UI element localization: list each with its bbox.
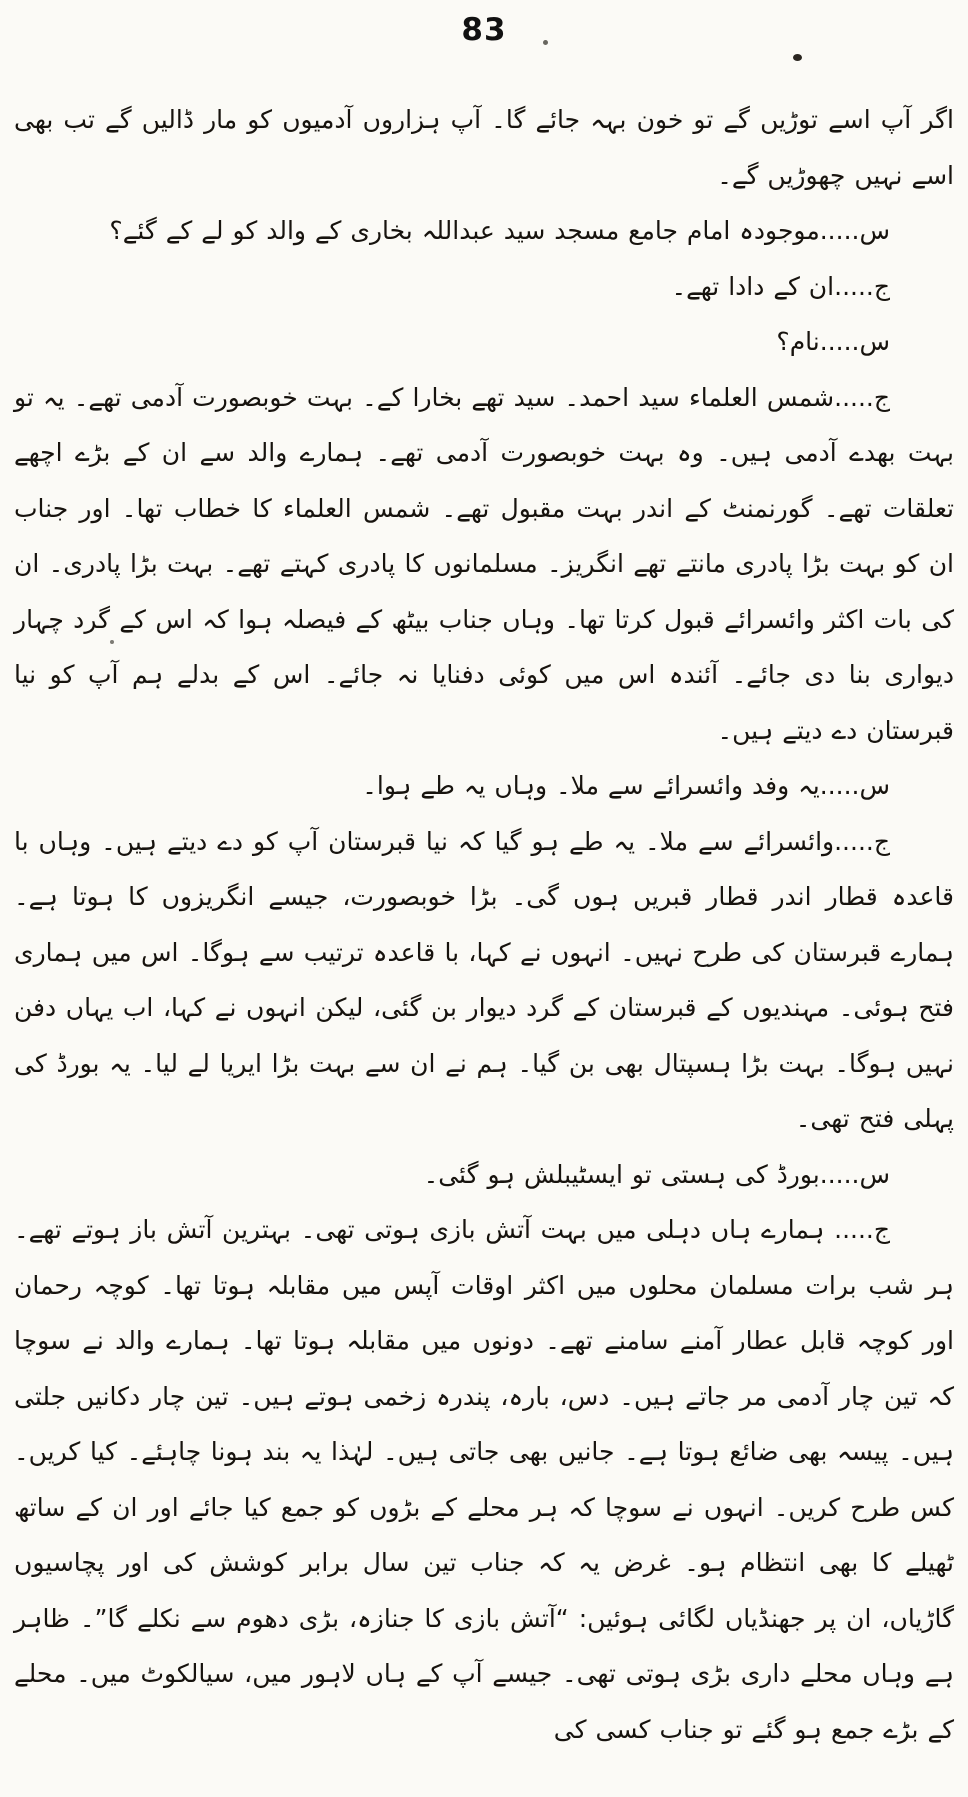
page-number: 83 (461, 12, 507, 48)
answer-paragraph: ج.....ان کے دادا تھے۔ (671, 271, 890, 301)
question-paragraph: س.....یہ وفد وائسرائے سے ملا۔ وہاں یہ طے ہوا۔ (362, 771, 890, 800)
question-paragraph: س.....موجودہ امام جامع مسجد سید عبداللہ بخاری کے والد کو لے کے گئے؟ (109, 216, 890, 245)
page-header (14, 12, 954, 48)
ink-speck (793, 54, 802, 61)
ink-speck (543, 40, 548, 45)
answer-paragraph: ج.....وائسرائے سے ملا۔ یہ طے ہو گیا کہ نیا قبرستان آپ کو دے دیتے ہیں۔ وہاں با قاعدہ قطار اندر قطار قبریں ہوں گی۔ بڑا خوبصورت، جیسے انگریزوں کا ہوتا ہے۔ ہمارے قبرستان کی طرح نہیں۔ انہوں نے کہا، با قاعدہ ترتیب سے ہوگا۔ اس میں ہماری فتح ہوئی۔ مہندیوں کے قبرستان کے گرد دیوار بن گئی، لیکن انہوں نے کہا، اب یہاں دفن نہیں ہوگا۔ بہت بڑا ہسپتال بھی بن گیا۔ ہم نے ان سے بہت بڑا ایریا لے لیا۔ یہ بورڈ کی پہلی فتح تھی۔ (14, 826, 954, 1133)
question-paragraph: س.....بورڈ کی ہستی تو ایسٹیبلش ہو گئی۔ (423, 1159, 890, 1189)
answer-paragraph: ج.....شمس العلماء سید احمد۔ سید تھے بخارا کے۔ بہت خوبصورت آدمی تھے۔ یہ تو بہت بھدے آدمی ہیں۔ وہ بہت خوبصورت آدمی تھے۔ ہمارے والد سے ان کے بڑے اچھے تعلقات تھے۔ گورنمنٹ کے اندر بہت مقبول تھے۔ شمس العلماء کا خطاب تھا۔ اور جناب ان کو بہت بڑا پادری مانتے تھے انگریز۔ مسلمانوں کا پادری کہتے تھے۔ بہت بڑا پادری۔ ان کی بات اکثر وائسرائے قبول کرتا تھا۔ وہاں جناب بیٹھ کے فیصلہ ہوا کہ اس کے گرد چہار دیواری بنا دی جائے۔ آئندہ اس میں کوئی دفنایا نہ جائے۔ اس کے بدلے ہم آپ کو نیا قبرستان دے دیتے ہیں۔ (14, 382, 954, 745)
page-text (14, 92, 954, 1757)
paragraph-continuation: اگر آپ اسے توڑیں گے تو خون بہہ جائے گا۔ آپ ہزاروں آدمیوں کو مار ڈالیں گے تب بھی اسے نہیں چھوڑیں گے۔ (14, 105, 954, 190)
question-paragraph: س.....نام؟ (776, 327, 890, 356)
answer-paragraph: ج..... ہمارے ہاں دہلی میں بہت آتش بازی ہوتی تھی۔ بہترین آتش باز ہوتے تھے۔ ہر شب برات مسلمان محلوں میں اکثر اوقات آپس میں مقابلہ ہوتا تھا۔ کوچہ رحمان اور کوچہ قابل عطار آمنے سامنے تھے۔ دونوں میں مقابلہ ہوتا تھا۔ ہمارے والد نے سوچا کہ تین چار آدمی مر جاتے ہیں۔ دس، بارہ، پندرہ زخمی ہوتے ہیں۔ تین چار دکانیں جلتی ہیں۔ پیسہ بھی ضائع ہوتا ہے۔ جانیں بھی جاتی ہیں۔ لہٰذا یہ بند ہونا چاہئے۔ کیا کریں۔ کس طرح کریں۔ انہوں نے سوچا کہ ہر محلے کے بڑوں کو جمع کیا جائے اور ان کے ساتھ ٹھیلے کا بھی انتظام ہو۔ غرض یہ کہ جناب تین سال برابر کوشش کی اور پچاسیوں گاڑیاں، ان پر جھنڈیاں لگائی ہوئیں: “آتش بازی کا جنازہ، بڑی دھوم سے نکلے گا”۔ ظاہر ہے وہاں محلے داری بڑی ہوتی تھی۔ جیسے آپ کے ہاں لاہور میں، سیالکوٹ میں۔ محلے کے بڑے جمع ہو گئے تو جناب کسی کی (14, 1215, 954, 1744)
ink-speck (110, 640, 114, 644)
